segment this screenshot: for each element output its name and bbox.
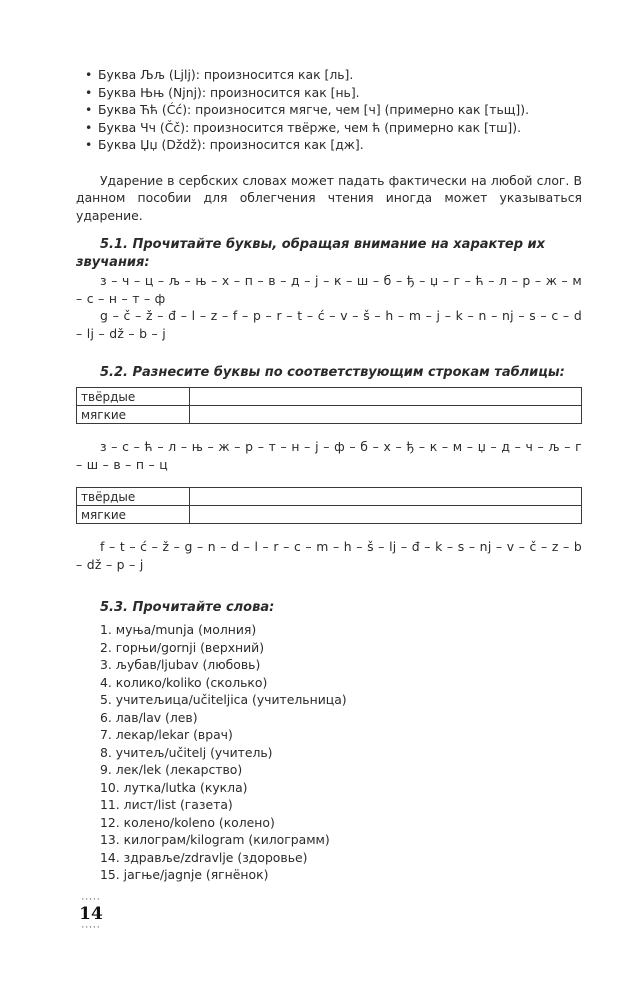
letter-notes-list [76, 66, 582, 154]
list-item: • Буква Чч (Čč): произносится твёрже, чем ћ (примерно как [тш]). [98, 119, 582, 137]
page-number: 14 [79, 904, 103, 924]
list-item: • Буква Њњ (Njnj): произносится как [нь]. [98, 84, 582, 102]
stress-paragraph: Ударение в сербских словах может падать фактически на любой слог. В данном пособии для облегчения чтения иногда может указываться ударение. [76, 172, 582, 223]
row-label-hard: твёрдые [77, 488, 190, 506]
list-item: 4. колико/koliko (сколько) [100, 674, 268, 690]
list-item: 15. јагње/jagnje (ягнёнок) [100, 867, 269, 882]
list-item: 11. лист/list (газета) [100, 797, 233, 812]
row-label-soft: мягкие [77, 506, 190, 524]
dots-divider-bottom: ····· [81, 923, 101, 933]
page-number-block [76, 896, 106, 932]
list-item: 10. лутка/lutka (кукла) [100, 779, 248, 795]
list-item: 8. учитељ/učitelj (учитель) [100, 744, 273, 760]
section-5-1-title: 5.1. Прочитайте буквы, обращая внимание на характер их звучания: [76, 237, 546, 270]
list-item: 1. муња/munja (молния) [100, 622, 257, 637]
list-item: 3. љубав/ljubav (любовь) [100, 657, 261, 672]
section-5-2-title: 5.2. Разнесите буквы по соответствующим строкам таблицы: [100, 365, 565, 380]
row-label-soft: мягкие [77, 406, 190, 424]
letters-latin: g – č – ž – đ – l – z – f – p – r – t – ć – v – š – h – m – j – k – n – nj – s – c – d – lj – dž – b – j [76, 308, 582, 341]
list-item: 6. лав/lav (лев) [100, 709, 198, 725]
list-item: 13. килограм/kilogram (килограмм) [100, 832, 330, 847]
letters-cyrillic-2: з – с – ћ – л – њ – ж – р – т – н – ј – ф – б – х – ђ – к – м – џ – д – ч – љ – г – ш – в – п – ц [76, 439, 582, 472]
page-content [76, 66, 582, 884]
answer-cell-hard[interactable] [190, 388, 582, 406]
list-item: • Буква Љљ (Ljlj): произносится как [ль]. [98, 66, 582, 84]
list-item: • Буква Ћћ (Ćć): произносится мягче, чем [ч] (примерно как [тьщ]). [98, 101, 582, 119]
dots-divider-top: ····· [81, 895, 101, 905]
answer-cell-soft[interactable] [190, 506, 582, 524]
answer-cell-soft[interactable] [190, 406, 582, 424]
word-list [76, 621, 582, 884]
list-item: 12. колено/koleno (колено) [100, 814, 275, 830]
answer-cell-hard[interactable] [190, 488, 582, 506]
row-label-hard: твёрдые [77, 388, 190, 406]
list-item: 5. учитељица/učiteljica (учительница) [100, 692, 347, 707]
letters-cyrillic: з – ч – ц – љ – њ – х – п – в – д – ј – к – ш – б – ђ – џ – г – ћ – л – р – ж – м – с – н – т – ф [76, 273, 582, 306]
sorting-table-1 [76, 387, 582, 424]
list-item: 2. горњи/gornji (верхний) [100, 639, 265, 655]
sorting-table-2 [76, 487, 582, 524]
section-5-3-title: 5.3. Прочитайте слова: [100, 600, 275, 615]
letters-latin-2: f – t – ć – ž – g – n – d – l – r – c – m – h – š – lj – đ – k – s – nj – v – č – z – b – dž – p – j [76, 539, 582, 572]
list-item: 9. лек/lek (лекарство) [100, 762, 243, 777]
list-item: 14. здравље/zdravlje (здоровье) [100, 849, 308, 865]
list-item: • Буква Џџ (Dždž): произносится как [дж]. [98, 136, 582, 154]
list-item: 7. лекар/lekar (врач) [100, 727, 233, 742]
